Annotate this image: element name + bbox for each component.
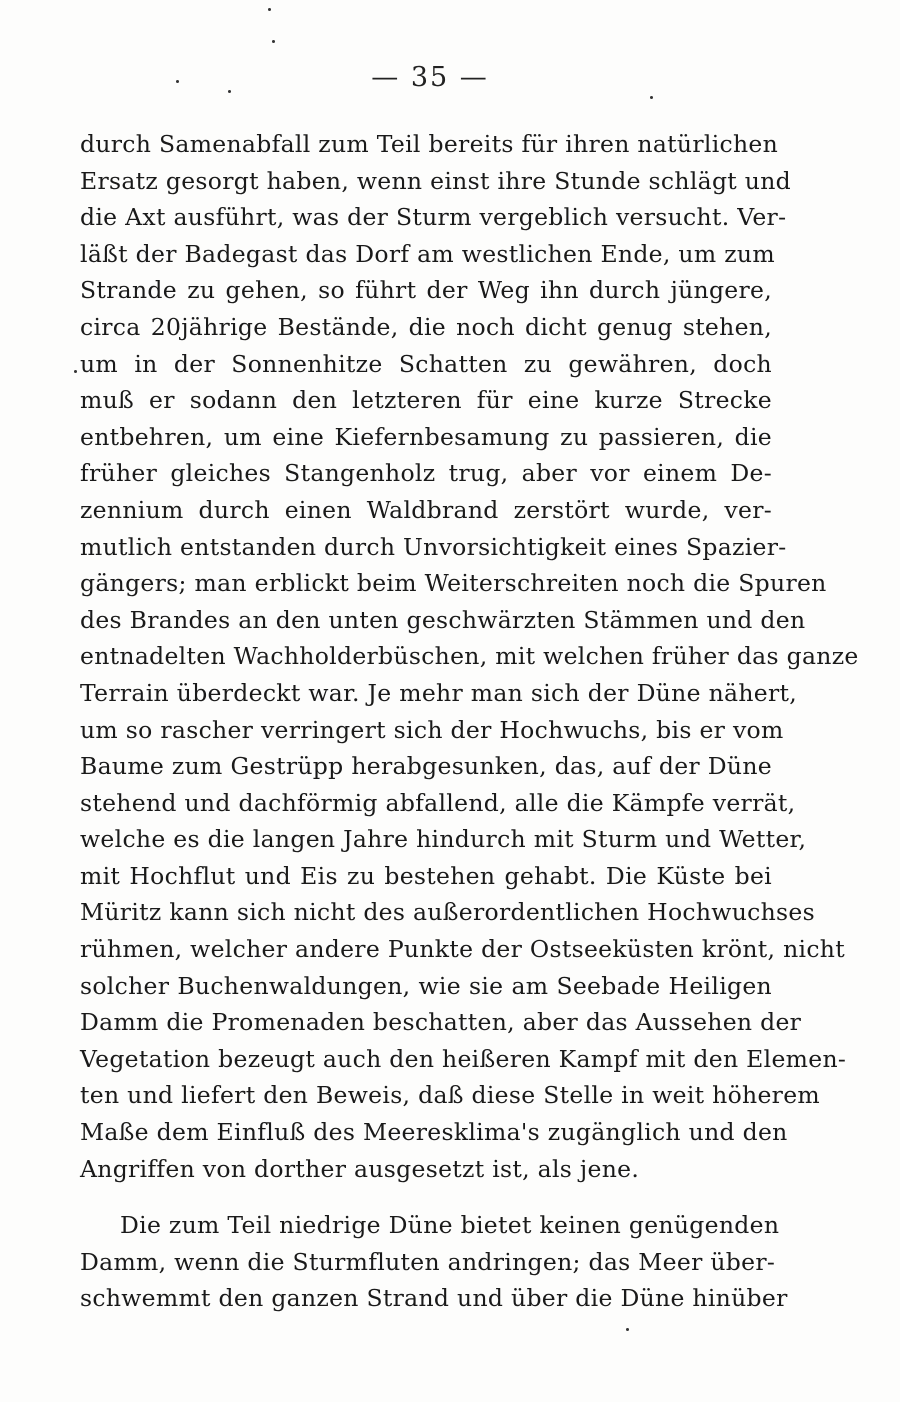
print-speck xyxy=(74,370,77,373)
text-line: Ersatz gesorgt haben, wenn einst ihre Stunde schlägt und xyxy=(80,166,792,195)
text-line: früher gleiches Stangenholz trug, aber vor einem De- xyxy=(80,459,772,488)
text-line: Maße dem Einfluß des Meeresklima's zugänglich und den xyxy=(80,1118,788,1147)
text-line: solcher Buchenwaldungen, wie sie am Seebade Heiligen xyxy=(80,971,772,1000)
paragraph-gap xyxy=(80,1187,772,1207)
text-line: entbehren, um eine Kiefernbesamung zu passieren, die xyxy=(80,422,772,451)
text-line: ten und liefert den Beweis, daß diese Stelle in weit höherem xyxy=(80,1081,821,1110)
text-line: gängers; man erblickt beim Weiterschreiten noch die Spuren xyxy=(80,569,827,598)
print-speck xyxy=(626,1328,629,1331)
text-line: zennium durch einen Waldbrand zerstört wurde, ver- xyxy=(80,495,772,524)
body-text xyxy=(80,126,859,1317)
text-line: die Axt ausführt, was der Sturm vergeblich versucht. Ver- xyxy=(80,203,787,232)
page-number: — 35 — xyxy=(371,62,489,93)
text-line: des Brandes an den unten geschwärzten Stämmen und den xyxy=(80,605,806,634)
text-line: Strande zu gehen, so führt der Weg ihn durch jüngere, xyxy=(80,276,772,305)
text-line: Baume zum Gestrüpp herabgesunken, das, auf der Düne xyxy=(80,752,772,781)
text-line: circa 20jährige Bestände, die noch dicht genug stehen, xyxy=(80,312,772,341)
print-speck xyxy=(650,96,653,99)
text-line: um so rascher verringert sich der Hochwuchs, bis er vom xyxy=(80,715,784,744)
text-line: mutlich entstanden durch Unvorsichtigkeit eines Spazier- xyxy=(80,532,787,561)
text-line: entnadelten Wachholderbüschen, mit welchen früher das ganze xyxy=(80,642,859,671)
text-line: Angriffen von dorther ausgesetzt ist, als jene. xyxy=(80,1154,640,1183)
text-line: mit Hochflut und Eis zu bestehen gehabt. Die Küste bei xyxy=(80,861,772,890)
text-line: schwemmt den ganzen Strand und über die Düne hinüber xyxy=(80,1284,788,1313)
text-line: Die zum Teil niedrige Düne bietet keinen genügenden xyxy=(120,1211,780,1240)
text-line: rühmen, welcher andere Punkte der Ostseeküsten krönt, nicht xyxy=(80,935,845,964)
text-line: stehend und dachförmig abfallend, alle die Kämpfe verrät, xyxy=(80,788,796,817)
text-line: durch Samenabfall zum Teil bereits für ihren natürlichen xyxy=(80,130,779,158)
text-line: Vegetation bezeugt auch den heißeren Kampf mit den Elemen- xyxy=(80,1044,847,1073)
paragraph xyxy=(80,126,859,1187)
text-line: Müritz kann sich nicht des außerordentlichen Hochwuchses xyxy=(80,898,815,927)
print-speck xyxy=(272,40,275,43)
text-line: welche es die langen Jahre hindurch mit Sturm und Wetter, xyxy=(80,825,807,854)
text-line: muß er sodann den letzteren für eine kurze Strecke xyxy=(80,386,772,415)
text-line: Damm die Promenaden beschatten, aber das Aussehen der xyxy=(80,1008,802,1037)
text-line: Damm, wenn die Sturmfluten andringen; das Meer über- xyxy=(80,1247,776,1276)
print-speck xyxy=(268,8,271,11)
text-line: läßt der Badegast das Dorf am westlichen Ende, um zum xyxy=(80,239,775,268)
text-line: Terrain überdeckt war. Je mehr man sich der Düne nähert, xyxy=(80,678,798,707)
text-line: um in der Sonnenhitze Schatten zu gewähren, doch xyxy=(80,349,772,378)
paragraph xyxy=(80,1207,788,1317)
